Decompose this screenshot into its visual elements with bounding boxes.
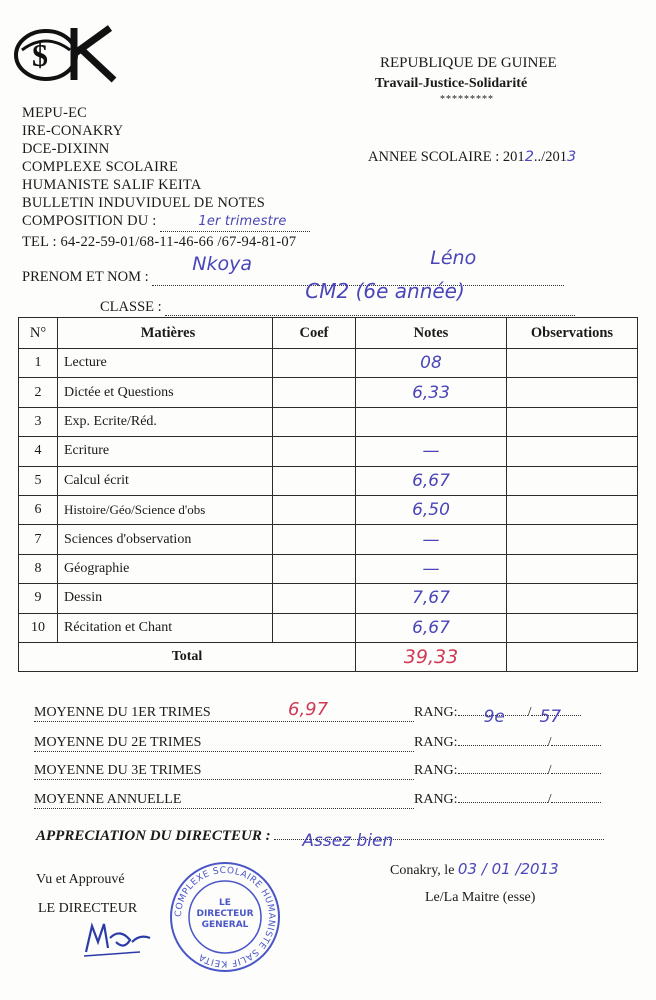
header-notes: Notes — [356, 318, 507, 349]
note-cell: 6,33 — [356, 378, 507, 407]
observation-cell — [507, 525, 638, 554]
rank-total-field — [551, 773, 601, 774]
rank-total: 57 — [539, 707, 562, 727]
appreciation-label: APPRECIATION DU DIRECTEUR : — [36, 828, 271, 844]
phone-line: TEL : 64-22-59-01/68-11-46-66 /67-94-81-07 — [22, 234, 297, 250]
appreciation-row — [36, 828, 604, 851]
row-number: 1 — [19, 349, 58, 378]
dce-label: DCE-DIXINN — [22, 141, 110, 157]
class-value: CM2 (6e année) — [305, 279, 465, 303]
approved-label: Vu et Approuvé — [36, 872, 125, 887]
coef-cell — [273, 613, 356, 642]
total-value: 39,33 — [356, 642, 507, 671]
table-row — [19, 349, 638, 378]
observation-cell — [507, 349, 638, 378]
rank-total-field — [531, 707, 581, 727]
total-label: Total — [19, 642, 356, 671]
last-name-value: Léno — [430, 247, 477, 269]
rank-field — [458, 745, 548, 746]
note-cell: 6,67 — [356, 466, 507, 495]
grades-table — [18, 317, 638, 672]
subject-cell: Récitation et Chant — [58, 613, 273, 642]
average-field — [34, 792, 414, 809]
school-year-separator: ../201 — [533, 149, 567, 165]
stamp-ring-text: COMPLEXE SCOLAIRE HUMANISTE SALIF KEITA — [173, 865, 277, 969]
subject-cell: Sciences d'observation — [58, 525, 273, 554]
note-cell: 7,67 — [356, 584, 507, 613]
average-field — [34, 699, 414, 722]
subject-cell: Histoire/Géo/Science d'obs — [58, 495, 273, 524]
subject-cell: Dessin — [58, 584, 273, 613]
rank-label: RANG: — [414, 705, 458, 720]
header-observations: Observations — [507, 318, 638, 349]
average-field — [34, 735, 414, 752]
coef-cell — [273, 554, 356, 583]
average-label: MOYENNE DU 1ER TRIMES — [34, 705, 211, 720]
table-row — [19, 554, 638, 583]
average-value: 6,97 — [288, 699, 329, 720]
note-cell: — — [356, 554, 507, 583]
average-label: MOYENNE DU 3E TRIMES — [34, 763, 202, 778]
rank-separator: / — [547, 763, 552, 778]
note-cell: — — [356, 437, 507, 466]
date-row — [390, 860, 559, 879]
coef-cell — [273, 466, 356, 495]
observation-cell — [507, 466, 638, 495]
observation-cell — [507, 437, 638, 466]
director-label: LE DIRECTEUR — [38, 901, 138, 916]
ire-label: IRE-CONAKRY — [22, 123, 124, 139]
svg-text:$: $ — [32, 37, 48, 73]
date-label: Conakry, le — [390, 863, 455, 878]
rank-separator: / — [547, 735, 552, 750]
rank-field — [458, 802, 548, 803]
average-row — [34, 763, 601, 780]
table-header-row — [19, 318, 638, 349]
appreciation-field — [274, 831, 604, 851]
composition-row — [22, 212, 310, 232]
rank-field — [458, 707, 528, 727]
row-number: 2 — [19, 378, 58, 407]
average-label: MOYENNE DU 2E TRIMES — [34, 735, 202, 750]
rank-label: RANG: — [414, 735, 458, 750]
table-row — [19, 525, 638, 554]
table-row — [19, 466, 638, 495]
class-field — [165, 279, 575, 316]
subject-cell: Dictée et Questions — [58, 378, 273, 407]
rank-total-field — [551, 745, 601, 746]
row-number: 8 — [19, 554, 58, 583]
stamp-center-text: LE DIRECTEUR GENERAL — [196, 898, 254, 930]
coef-cell — [273, 437, 356, 466]
observation-cell — [507, 378, 638, 407]
observation-cell — [507, 584, 638, 613]
school-name-line2: HUMANISTE SALIF KEITA — [22, 177, 202, 193]
composition-value: 1er trimestre — [198, 214, 287, 229]
table-row — [19, 613, 638, 642]
note-cell: 6,50 — [356, 495, 507, 524]
name-label: PRENOM ET NOM : — [22, 269, 149, 285]
rank-total-field — [551, 802, 601, 803]
composition-label: COMPOSITION DU : — [22, 213, 157, 229]
subject-cell: Lecture — [58, 349, 273, 378]
rank-field — [458, 773, 548, 774]
coef-cell — [273, 378, 356, 407]
republic-title: REPUBLIQUE DE GUINEE — [380, 55, 557, 71]
school-year-start-digit: 2 — [524, 149, 534, 165]
row-number: 4 — [19, 437, 58, 466]
rank-label: RANG: — [414, 763, 458, 778]
name-row — [22, 247, 564, 286]
school-year-end-digit: 3 — [566, 149, 577, 165]
ministry-label: MEPU-EC — [22, 105, 88, 121]
rank-label: RANG: — [414, 792, 458, 807]
average-row — [34, 735, 601, 752]
average-row — [34, 699, 581, 727]
total-observation-cell — [507, 642, 638, 671]
coef-cell — [273, 525, 356, 554]
average-field — [34, 763, 414, 780]
official-stamp — [165, 860, 285, 975]
rank-value: 9e — [483, 707, 505, 727]
appreciation-value: Assez bien — [302, 831, 394, 851]
note-cell: — — [356, 525, 507, 554]
observation-cell — [507, 495, 638, 524]
row-number: 6 — [19, 495, 58, 524]
row-number: 5 — [19, 466, 58, 495]
school-logo — [12, 22, 122, 86]
table-row — [19, 437, 638, 466]
table-row — [19, 407, 638, 436]
header-left — [22, 104, 310, 251]
note-cell — [356, 407, 507, 436]
row-number: 3 — [19, 407, 58, 436]
coef-cell — [273, 349, 356, 378]
school-name-line1: COMPLEXE SCOLAIRE — [22, 159, 179, 175]
class-label: CLASSE : — [100, 299, 162, 315]
subject-cell: Géographie — [58, 554, 273, 583]
subject-cell: Exp. Ecrite/Réd. — [58, 407, 273, 436]
row-number: 7 — [19, 525, 58, 554]
composition-field — [160, 212, 310, 232]
director-signature — [80, 912, 154, 960]
teacher-label: Le/La Maitre (esse) — [425, 890, 536, 905]
header-subjects: Matières — [58, 318, 273, 349]
observation-cell — [507, 407, 638, 436]
motto: Travail-Justice-Solidarité — [375, 76, 528, 91]
row-number: 9 — [19, 584, 58, 613]
bulletin-title: BULLETIN INDUVIDUEL DE NOTES — [22, 195, 266, 211]
school-year-label: ANNEE SCOLAIRE : 201 — [368, 149, 525, 165]
rank-separator: / — [547, 792, 552, 807]
table-row — [19, 584, 638, 613]
header-number: N° — [19, 318, 58, 349]
coef-cell — [273, 407, 356, 436]
coef-cell — [273, 584, 356, 613]
class-row — [100, 279, 575, 316]
note-cell: 08 — [356, 349, 507, 378]
note-cell: 6,67 — [356, 613, 507, 642]
first-name-value: Nkoya — [192, 253, 252, 275]
row-number: 10 — [19, 613, 58, 642]
average-label: MOYENNE ANNUELLE — [34, 792, 182, 807]
date-value: 03 / 01 /2013 — [457, 860, 559, 878]
subject-cell: Calcul écrit — [58, 466, 273, 495]
header-coef: Coef — [273, 318, 356, 349]
subject-cell: Ecriture — [58, 437, 273, 466]
total-row — [19, 642, 638, 671]
coef-cell — [273, 495, 356, 524]
stars-divider: ********* — [440, 94, 494, 105]
table-row — [19, 495, 638, 524]
average-row — [34, 792, 601, 809]
rank-separator: / — [527, 705, 532, 720]
school-year — [368, 149, 576, 166]
observation-cell — [507, 554, 638, 583]
observation-cell — [507, 613, 638, 642]
table-row — [19, 378, 638, 407]
